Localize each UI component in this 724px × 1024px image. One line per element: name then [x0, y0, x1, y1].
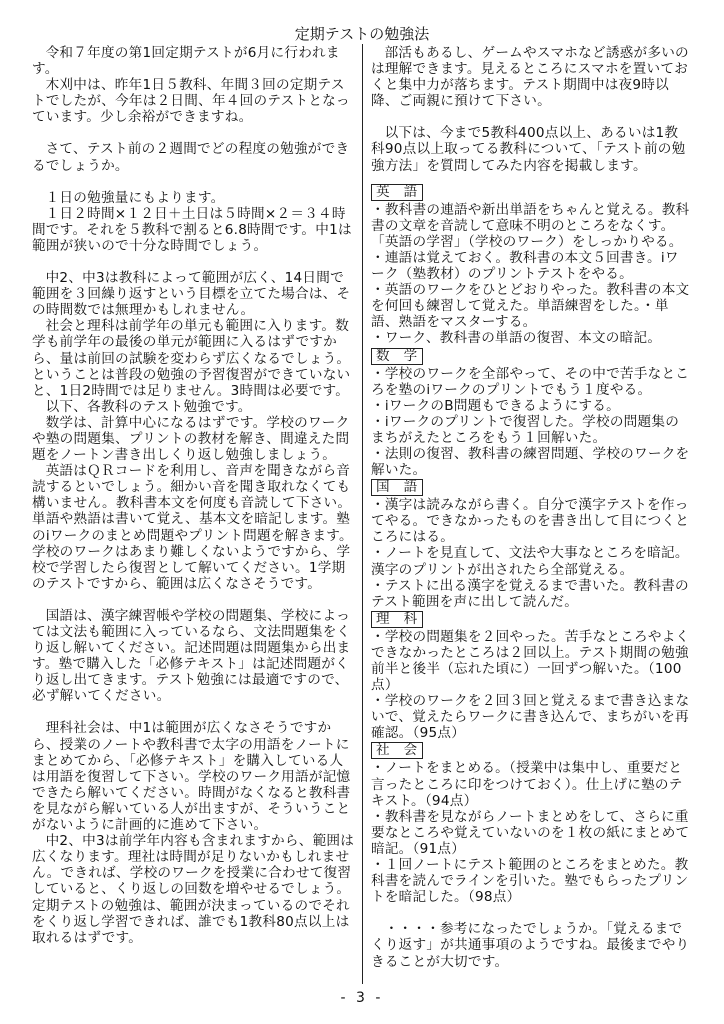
paragraph: 部活もあるし、ゲームやスマホなど誘惑が多いのは理解できます。見えるところにスマホを置いておくと集中力が落ちます。テスト期間中は夜9時以降、ご両親に預けて下さい。	[371, 45, 689, 110]
subject-section-science	[371, 610, 691, 742]
tip-item: ・１回ノートにテスト範囲のところをまとめた。教科書を読んでラインを引いた。塾でもらったプリントを暗記した。（98点）	[371, 857, 689, 906]
page-number: - 3 -	[340, 990, 384, 1006]
subject-section-math	[371, 347, 691, 479]
subject-heading: 英 語	[371, 184, 423, 201]
tip-item: ・ノートを見直して、文法や大事なところを暗記。漢字のプリントが出されたら全部覚える。	[371, 545, 689, 578]
right-column	[371, 45, 691, 970]
tip-item: ・iワークのプリントで復習した。学校の問題集のまちがえたところをもう１回解いた。	[371, 413, 680, 446]
tip-item: ・テストに出る漢字を覚えるまで書いた。教科書のテスト範囲を声に出して読んだ。	[371, 577, 689, 610]
paragraph: 数学は、計算中心になるはずです。学校のワークや塾の問題集、プリントの教材を解き、間違えた問題をノートン書き出しくり返し勉強しましょう。	[32, 414, 350, 464]
tip-item: ・学校の問題集を２回やった。苦手なところやよくできなかったところは２回以上。テスト期間の勉強前半と後半（忘れた頃に）一回ずつ解いた。（100点）	[371, 628, 690, 694]
tip-item: ・漢字は読みながら書く。自分で漢字テストを作ってやる。できなかったものを書き出して目につくところにはる。	[371, 497, 690, 546]
tip-item: ・法則の復習、教科書の練習問題、学校のワークを解いた。	[371, 445, 690, 479]
subject-section-english	[371, 183, 691, 347]
paragraph: さて、テスト前の２週間でどの程度の勉強ができるでしょうか。	[32, 141, 350, 174]
paragraph: 令和７年度の第1回定期テストが6月に行われます。	[32, 45, 340, 78]
tip-item: ・教科書を見ながらノートまとめをして、さらに重要なところや覚えていないのを１枚の紙にまとめて暗記。（91点）	[371, 808, 690, 857]
tip-item: ・iワークのB問題もできるようにする。	[371, 397, 620, 414]
paragraph: 以下、各教科のテスト勉強です。	[45, 398, 252, 415]
tip-item: ・教科書の連語や新出単語をちゃんと覚える。教科書の文章を音読して意味不明のところをなくす。「英語の学習」（学校のワーク）をしっかりやる。	[371, 201, 690, 250]
paragraph: １日の勉強量にもよります。	[45, 189, 225, 206]
paragraph: １日２時間×１２日＋土日は５時間×２＝３４時間です。それを５教科で割ると6.8時間です。中1は範囲が狭いので十分な時間でしょう。	[32, 205, 352, 254]
page-title: 定期テストの勉強法	[294, 25, 430, 43]
paragraph: 国語は、漢字練習帳や学校の問題集、学校によっては文法も範囲に入っているなら、文法問題集をくり返し解いてください。記述問題は問題集から出ます。塾で購入した「必修テキスト」は記述問題がくり返し出てきます。テスト勉強には最適ですので、必ず解いてください。	[32, 607, 351, 705]
paragraph: 中2、中3は教科によって範囲が広く、14日間で範囲を３回繰り返すという目標を立てた場合は、その時間数では無理かもしれません。	[32, 270, 351, 319]
subject-heading: 数 学	[371, 348, 423, 365]
paragraph: 理科社会は、中1は範囲が広くなさそうですから、授業のノートや教科書で太字の用語をノートにまとめてから、「必修テキスト」を購入している人は用語を復習して下さい。学校のワーク用語が記憶できたら解いてください。時間がなくなると教科書を見ながら解いている人が出ますが、そういうことがないように計画的に進めて下さい。	[32, 720, 351, 834]
subject-heading: 国 語	[371, 479, 423, 496]
tip-item: ・連語は覚えておく。教科書の本文５回書き。iワーク（塾教材）のプリントテストをやる。	[371, 249, 679, 283]
tip-item: ・ノートをまとめる。（授業中は集中し、重要だと言ったところに印をつけておく）。仕上げに塾のテキスト。（94点）	[371, 760, 683, 809]
paragraph: 木刈中は、昨年1日５教科、年間３回の定期テストでしたが、今年は２日間、年４回のテストとなっています。少し余裕ができますね。	[32, 77, 350, 126]
tip-item: ・学校のワークを全部やって、その中で苦手なところを塾のiワークのプリントでもう１度やる。	[371, 365, 690, 398]
subject-heading: 社 会	[371, 742, 423, 759]
subject-section-social	[371, 741, 691, 905]
column-divider	[362, 44, 363, 984]
paragraph: 社会と理科は前学年の単元も範囲に入ります。数学も前学年の最後の単元が範囲に入るはずですから、量は前回の試験を変わらず広くなるでしょう。ということは普段の勉強の予習復習ができていないと、1日2時間では足りません。3時間は必要です。	[32, 318, 351, 399]
paragraph: 以下は、今まで5教科400点以上、あるいは1教科90点以上取ってる教科について、「テスト前の勉強方法」を質問してみた内容を掲載します。	[371, 125, 686, 174]
subject-section-japanese	[371, 478, 691, 610]
closing-paragraph: ・・・・参考になったでしょうか。「覚えるまでくり返す」が共通事項のようですね。最後までやりきることが大切です。	[371, 921, 690, 970]
paragraph: 中2、中3は前学年内容も含まれますから、範囲は広くなります。理社は時間が足りないかもしれません。できれば、学校のワークを授業に合わせて復習していると、くり返しの回数を増やせるでしょう。定期テストの勉強は、範囲が決まっているのでそれをくり返し学習できれば、誰でも1教科80点以上は取れるはずです。	[32, 833, 355, 946]
tip-item: ・英語のワークをひとどおりやった。教科書の本文を何回も練習して覚えた。単語練習をした。・単語、熟語をマスターする。	[371, 282, 690, 331]
paragraph: 英語はＱＲコードを利用し、音声を聞きながら音読するといでしょう。細かい音を聞き取れなくても構いません。教科書本文を何度も音読して下さい。単語や熟語は書いて覚え、基本文を暗記します。塾のiワークのまとめ問題やプリント問題を解きます。学校のワークはあまり難しくないようですから、学校で学習したら復習として解いてください。1学期のテストですから、範囲は広くなさそうです。	[32, 463, 353, 592]
subject-heading: 理 科	[371, 611, 423, 628]
left-column	[32, 45, 355, 946]
tip-item: ・ワーク、教科書の単語の復習、本文の暗記。	[371, 330, 662, 347]
tip-item: ・学校のワークを２回３回と覚えるまで書き込まないで、覚えたらワークに書き込んで、まちがいを再確認。（95点）	[371, 693, 690, 742]
